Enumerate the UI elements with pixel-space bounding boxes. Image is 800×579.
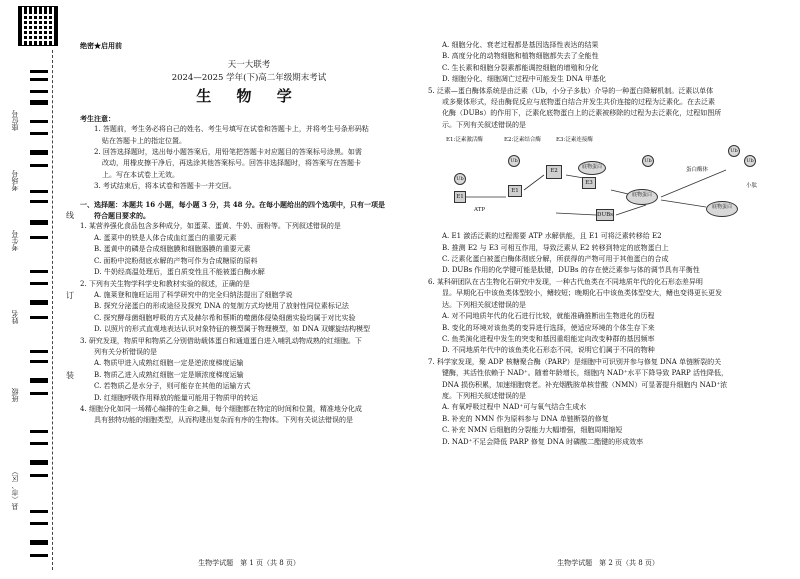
ub-node: Ub [728,145,740,157]
section-heading-cont: 符合题目要求的。 [94,211,150,221]
option-line: C. 探究酵母菌细胞呼吸的方式及赫尔希和蔡斯的噬菌体侵染细菌实验均属于对比实验 [94,313,356,322]
question-line-cont: 具有独特功能的细胞类型，从而构建出复杂而有序的生物体。下列有关说法错误的是 [94,416,353,425]
option-line: D. NAD⁺不足会降低 PARP 修复 DNA 时磷酸二酯键的形成效率 [442,437,644,446]
question-line-cont: 列有关分析错误的是 [94,347,157,356]
question-line-cont: 键酶，其活性依赖于 NAD⁺。随着年龄增长，细胞内 NAD⁺水平下降导致 PARP 活性降低， [442,369,728,378]
question-line-cont: 显。早期化石中该鱼类体型较小，鳍较短；晚期化石中该鱼类体型变大，鳍也变得更长更发 [442,289,722,298]
option-line: C. 面粉中淀粉彻底水解的产物可作为合成糖原的原料 [94,256,258,265]
page-footer: 生物学试题 第 1 页（共 8 页） [198,558,300,567]
option-line: C. 补充 NMN 后细胞的分裂能力大幅增强，细胞周期缩短 [442,426,623,435]
protease-label: 蛋白酶体 [686,167,709,174]
substrate-node: 底物蛋白 [706,201,738,217]
question-line: 4. 细胞分化如同一场精心编排的生命之舞，每个细胞都在特定的时间和位置，精准地分化成 [80,404,362,413]
confidential-mark: 绝密★启用前 [80,41,122,50]
exam-org: 天一大联考 [227,60,271,71]
notice-heading: 考生注意： [80,113,115,123]
field-seat-no: 座位号 [11,110,19,131]
notice-line: 贴在答题卡上的指定位置。 [102,136,186,145]
legend-e1: E1:泛素激活酶 [446,137,483,144]
section-heading: 一、选择题：本题共 16 小题，每小题 3 分，共 48 分。在每小题给出的四个选项中，只有一项是 [80,199,385,209]
substrate-node: 底物蛋白 [578,161,606,175]
e1-node: E1 [454,191,466,203]
option-line: C. 生长素和细胞分裂素都能调控细胞的增殖和分化 [442,63,599,72]
e1-node: E1 [508,185,522,197]
option-line: D. 红细胞呼吸作用释放的能量可能用于物质甲的转运 [94,393,258,402]
option-line: A. 物质甲进入成熟红细胞一定是逆浓度梯度运输 [94,359,244,368]
dubs-node: DUBs [596,209,614,221]
field-candidate-no: 考生号 [11,230,19,251]
question-line: 6. 某科研团队在古生物化石研究中发现，一种古代鱼类在不同地质年代的化石形态差异明 [428,277,703,286]
field-room-no: 考场号 [11,170,19,191]
question-line: 5. 泛素—蛋白酶体系统是由泛素（Ub，小分子多肽）介导的一种蛋白降解机制。泛素以单体 [428,86,714,95]
question-line: 1. 某营养强化食品包含多种成分，如蛋菜、蛋黄、牛奶、面粉等。下列叙述错误的是 [80,222,341,231]
seal-char-line: 线 [66,211,74,220]
option-line: D. 细胞分化、细胞凋亡过程中可能发生 DNA 甲基化 [442,75,607,84]
option-line: D. 不同地质年代中的该鱼类化石形态不同，说明它们属于不同的物种 [442,346,655,355]
option-line: D. DUBs 作用的化学键可能是肽键，DUBs 的存在使泛素参与体的调节具有平衡性 [442,266,700,275]
seal-char-pack: 装 [66,371,74,380]
notice-line: 3. 考试结束后，将本试卷和答题卡一并交回。 [94,182,236,191]
e2-node: E2 [546,165,562,179]
page-2 [428,0,788,579]
option-line: A. 蛋菜中的铁是人体合成血红蛋白的重要元素 [94,233,237,242]
cut-line [52,50,53,570]
page-1 [80,0,418,579]
option-line: D. 牛奶经高温处理后，蛋白质变性且不能被蛋白酶水解 [94,268,265,277]
ubiquitin-diagram [446,135,766,227]
question-line: 2. 下列有关生物学科学史和教材实验的叙述，正确的是 [80,279,250,288]
option-line: B. 推测 E2 与 E3 可相互作用，导致泛素从 E2 转移到特定的底物蛋白上 [442,243,669,252]
atp-label: ATP [474,207,486,214]
question-line-cont: DNA 损伤积累，加速细胞衰老。补充烟酰胺单核苷酸（NMN）可显著提升细胞内 NAD⁺浓 [442,380,728,389]
option-line: C. 鱼类演化进程中发生的突变和基因重组能定向改变种群的基因频率 [442,334,655,343]
ub-node: Ub [454,173,466,185]
notice-line: 1. 答题前，考生务必将自己的姓名、考生号填写在试卷和答题卡上，并将考生号条形码粘 [94,125,369,134]
option-line: A. 细胞分化、衰老过程都是基因选择性表达的结果 [442,41,599,49]
option-line: B. 变化的环境对该鱼类的变异进行选择，使适应环境的个体生存下来 [442,323,655,332]
option-line: D. 以照片的形式直观地表达认识对象特征的模型属于物理模型，如 DNA 双螺旋结构模型 [94,325,371,334]
option-line: B. 补充的 NMN 作为原料参与 DNA 单链断裂的修复 [442,414,609,423]
field-class: 班级 [11,388,19,402]
option-line: C. 若物质乙是水分子，则可能存在其他的运输方式 [94,382,251,391]
polypeptide-label: 小肽 [746,183,758,190]
substrate-node: 底物蛋白 [626,189,658,205]
ub-node: Ub [508,155,520,167]
option-line: A. E1 激活泛素的过程需要 ATP 水解供能，且 E1 可将泛素转移给 E2 [442,232,662,241]
option-line: B. 物质乙进入成熟红细胞一定是顺浓度梯度运输 [94,370,244,379]
notice-line: 上。写在本试卷上无效。 [102,170,179,179]
notice-line: 2. 回答选择题时，选出每小题答案后，用铅笔把答题卡对应题目的答案标号涂黑。如需 [94,148,362,157]
qr-code [18,6,58,46]
barcode-strip [30,60,48,560]
field-name: 姓名 [11,310,19,324]
question-line-cont: 化酶（DUBs）的作用下，泛素化底物蛋白上的泛素被移除的过程为去泛素化，过程如图所 [442,109,722,118]
field-county: 县（市、区） [11,468,19,510]
option-line: B. 探究分泌蛋白的形成途径及探究 DNA 的复制方式均使用了放射性同位素标记法 [94,302,349,311]
question-line: 3. 研究发现，物质甲和物质乙分别借助载体蛋白和通道蛋白进入哺乳动物成熟的红细胞。下 [80,336,362,345]
option-line: B. 蛋黄中的磷是合成细胞膜和细胞器膜的重要元素 [94,245,251,254]
question-line-cont: 或多聚体形式，经由酶促反应与底物蛋白结合并发生共价连接的过程为泛素化。在去泛素 [442,98,715,107]
page-footer: 生物学试题 第 2 页（共 8 页） [557,558,659,567]
seal-char-bind: 订 [66,291,74,300]
question-line: 7. 科学家发现，聚 ADP 核糖聚合酶（PARP）是细胞中可识别并参与修复 DNA 单链断裂的关 [428,357,722,366]
option-line: B. 高度分化的动物细胞和植物细胞都失去了全能性 [442,52,599,61]
binding-margin [0,0,78,579]
legend-e3: E3:泛素连接酶 [556,137,593,144]
notice-line: 改动，用橡皮擦干净后，再选涂其他答案标号。回答非选择题时，将答案写在答题卡 [102,159,361,168]
question-line-cont: 示。下列有关叙述错误的是 [442,120,526,129]
ub-node: Ub [744,155,756,167]
e3-node: E3 [582,177,596,189]
option-line: C. 泛素化蛋白被蛋白酶体彻底分解，所获得的产物可用于其他蛋白的合成 [442,255,669,264]
ub-node: Ub [642,155,654,167]
legend-e2: E2:泛素结合酶 [504,137,541,144]
subject-title: 生 物 学 [196,87,302,106]
option-line: A. 有氧呼吸过程中 NAD⁺可与氧气结合生成水 [442,403,587,412]
question-line-cont: 度。下列相关叙述错误的是 [442,391,526,400]
exam-title: 2024—2025 学年(下)高二年级期末考试 [171,73,327,84]
option-line: A. 对不同地质年代的化石进行比较，就能准确推断出生物进化的历程 [442,312,655,321]
option-line: A. 施莱登和施旺运用了科学研究中的完全归纳法提出了细胞学说 [94,290,293,299]
question-line-cont: 达。下列相关叙述错误的是 [442,300,526,309]
